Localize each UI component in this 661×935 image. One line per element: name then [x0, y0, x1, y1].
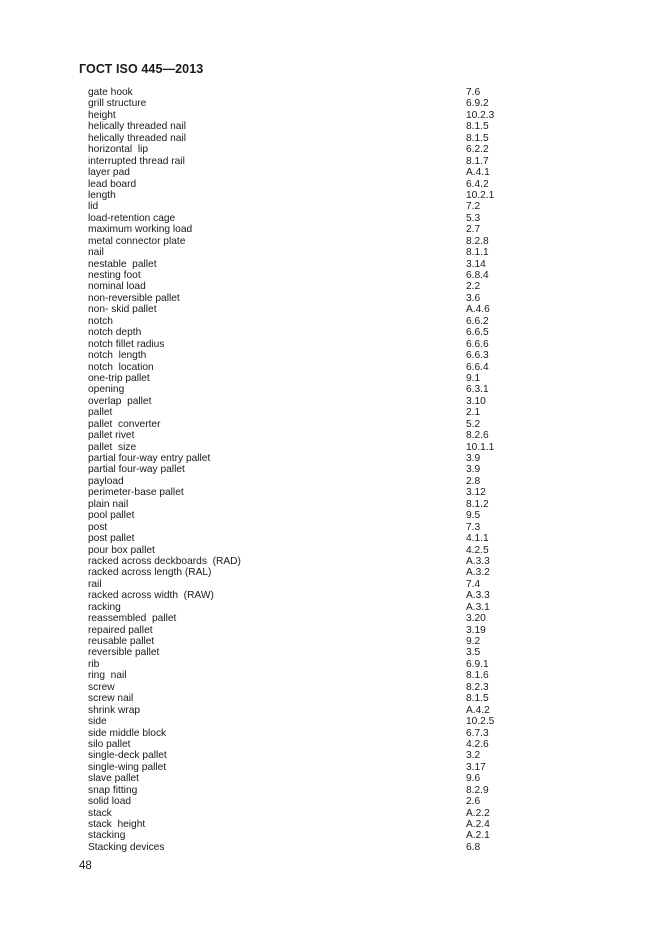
index-reference: A.2.4 — [466, 819, 490, 830]
index-entry — [88, 419, 518, 430]
index-term: pallet — [88, 407, 113, 419]
index-term: length — [88, 189, 116, 201]
index-entry — [88, 750, 518, 761]
index-entry — [88, 682, 518, 693]
index-term: nominal load — [88, 281, 146, 293]
index-entry — [88, 121, 518, 132]
index-reference: 8.1.5 — [466, 132, 489, 144]
index-entry — [88, 739, 518, 750]
index-term: side middle block — [88, 727, 167, 739]
index-reference: 8.1.5 — [466, 121, 489, 133]
index-term: non- skid pallet — [88, 304, 157, 316]
index-term: gate hook — [88, 87, 133, 98]
index-term: reassembled pallet — [88, 613, 177, 625]
index-reference: 3.10 — [466, 395, 486, 407]
index-reference: 10.2.3 — [466, 109, 495, 121]
index-term: racked across deckboards (RAD) — [88, 555, 241, 567]
index-term: interrupted thread rail — [88, 155, 185, 167]
index-reference: 8.1.1 — [466, 247, 489, 259]
index-term: pallet rivet — [88, 430, 135, 442]
index-entry — [88, 327, 518, 338]
index-entry — [88, 476, 518, 487]
index-term: snap fitting — [88, 784, 138, 796]
index-term: load-retention cage — [88, 212, 176, 224]
index-entry — [88, 659, 518, 670]
index-entry — [88, 430, 518, 441]
index-entry — [88, 762, 518, 773]
index-entry — [88, 179, 518, 190]
index-entry — [88, 133, 518, 144]
index-term: opening — [88, 384, 125, 396]
index-entry — [88, 579, 518, 590]
index-entry — [88, 339, 518, 350]
index-reference: 5.2 — [466, 418, 481, 430]
index-term: rib — [88, 658, 100, 670]
index-term: helically threaded nail — [88, 132, 186, 144]
index-term: nail — [88, 247, 104, 259]
index-reference: A.3.3 — [466, 590, 490, 602]
index-entry — [88, 590, 518, 601]
index-reference: 4.2.5 — [466, 544, 489, 556]
index-reference: 3.6 — [466, 292, 481, 304]
index-reference: A.3.1 — [466, 601, 490, 613]
index-term: ring nail — [88, 670, 127, 682]
index-term: racked across width (RAW) — [88, 590, 214, 602]
index-term: lead board — [88, 178, 137, 190]
index-entry — [88, 499, 518, 510]
index-entry — [88, 384, 518, 395]
index-entry — [88, 304, 518, 315]
index-entry — [88, 842, 518, 853]
index-entry — [88, 373, 518, 384]
index-term: grill structure — [88, 98, 147, 110]
index-term: metal connector plate — [88, 235, 186, 247]
index-term: notch length — [88, 350, 147, 362]
index-reference: 10.2.1 — [466, 189, 495, 201]
index-entry — [88, 213, 518, 224]
index-entry — [88, 487, 518, 498]
index-entry — [88, 728, 518, 739]
index-entry — [88, 110, 518, 121]
index-reference: 8.2.3 — [466, 681, 489, 693]
index-reference: 8.1.5 — [466, 693, 489, 705]
index-reference: A.4.2 — [466, 704, 490, 716]
index-reference: 6.9.2 — [466, 98, 489, 110]
index-reference: 2.1 — [466, 407, 481, 419]
index-term: pallet converter — [88, 418, 161, 430]
index-entry — [88, 556, 518, 567]
index-entry — [88, 510, 518, 521]
index-reference: A.2.1 — [466, 830, 490, 842]
index-entry — [88, 464, 518, 475]
index-reference: 3.17 — [466, 761, 486, 773]
index-entry — [88, 293, 518, 304]
index-term: notch fillet radius — [88, 338, 165, 350]
index-reference: 3.19 — [466, 624, 486, 636]
index-reference: 8.1.6 — [466, 670, 489, 682]
index-reference: 7.6 — [466, 87, 481, 98]
index-entry — [88, 533, 518, 544]
index-entry — [88, 144, 518, 155]
index-term: rail — [88, 578, 102, 590]
index-term: stacking — [88, 830, 126, 842]
index-reference: 6.3.1 — [466, 384, 489, 396]
index-reference: 6.2.2 — [466, 144, 489, 156]
index-reference: 2.2 — [466, 281, 481, 293]
index-term: solid load — [88, 796, 132, 808]
index-reference: 2.8 — [466, 475, 481, 487]
index-entry — [88, 87, 518, 98]
index-reference: 3.12 — [466, 487, 486, 499]
index-term: non-reversible pallet — [88, 292, 180, 304]
index-reference: 7.4 — [466, 578, 481, 590]
index-entry — [88, 190, 518, 201]
index-reference: 6.8.4 — [466, 270, 489, 281]
index-term: overlap pallet — [88, 395, 152, 407]
index-list — [88, 87, 518, 853]
index-term: payload — [88, 475, 124, 487]
index-reference: 4.1.1 — [466, 533, 489, 545]
index-reference: A.4.6 — [466, 304, 490, 316]
index-reference: 3.2 — [466, 750, 481, 762]
index-term: helically threaded nail — [88, 121, 186, 133]
index-reference: 6.7.3 — [466, 727, 489, 739]
index-term: side — [88, 716, 107, 728]
index-reference: 2.7 — [466, 224, 481, 236]
index-reference: 8.2.8 — [466, 235, 489, 247]
index-entry — [88, 247, 518, 258]
index-reference: 7.2 — [466, 201, 481, 213]
index-reference: 3.5 — [466, 647, 481, 659]
index-term: layer pad — [88, 167, 130, 179]
index-term: horizontal lip — [88, 144, 149, 156]
index-term: single-wing pallet — [88, 761, 167, 773]
index-entry — [88, 716, 518, 727]
index-term: lid — [88, 201, 99, 213]
index-term: Stacking devices — [88, 841, 165, 853]
index-reference: 3.9 — [466, 453, 481, 464]
index-term: single-deck pallet — [88, 750, 167, 762]
index-entry — [88, 830, 518, 841]
index-reference: 8.1.7 — [466, 155, 489, 167]
index-reference: 3.9 — [466, 464, 481, 476]
index-reference: 6.6.5 — [466, 327, 489, 339]
index-reference: A.3.3 — [466, 555, 490, 567]
index-reference: 8.2.9 — [466, 784, 489, 796]
index-entry — [88, 819, 518, 830]
index-reference: 9.5 — [466, 510, 481, 522]
index-entry — [88, 693, 518, 704]
index-term: pool pallet — [88, 510, 135, 522]
page-number: 48 — [79, 860, 92, 872]
index-reference: 10.1.1 — [466, 441, 495, 453]
index-term: notch location — [88, 361, 154, 373]
index-entry — [88, 522, 518, 533]
index-entry — [88, 567, 518, 578]
index-entry — [88, 625, 518, 636]
index-reference: 4.2.6 — [466, 738, 489, 750]
index-reference: 2.6 — [466, 796, 481, 808]
index-entry — [88, 785, 518, 796]
index-term: racking — [88, 601, 121, 613]
index-entry — [88, 281, 518, 292]
index-reference: 6.4.2 — [466, 178, 489, 190]
index-reference: 10.2.5 — [466, 716, 495, 728]
index-entry — [88, 636, 518, 647]
index-entry — [88, 396, 518, 407]
index-reference: 6.6.4 — [466, 361, 489, 373]
index-term: shrink wrap — [88, 704, 141, 716]
index-entry — [88, 796, 518, 807]
index-term: slave pallet — [88, 773, 139, 785]
index-reference: 6.9.1 — [466, 658, 489, 670]
index-reference: 9.2 — [466, 636, 481, 647]
index-entry — [88, 362, 518, 373]
index-term: perimeter-base pallet — [88, 487, 184, 499]
index-reference: 8.1.2 — [466, 498, 489, 510]
index-entry — [88, 259, 518, 270]
index-reference: 8.2.6 — [466, 430, 489, 442]
index-reference: 6.6.3 — [466, 350, 489, 362]
index-term: reusable pallet — [88, 636, 155, 647]
index-reference: 3.20 — [466, 613, 486, 625]
index-entry — [88, 705, 518, 716]
index-entry — [88, 236, 518, 247]
index-term: partial four-way pallet — [88, 464, 185, 476]
index-entry — [88, 350, 518, 361]
index-reference: 5.3 — [466, 212, 481, 224]
index-term: notch — [88, 315, 113, 327]
index-term: screw — [88, 681, 115, 693]
index-term: one-trip pallet — [88, 372, 150, 384]
index-term: plain nail — [88, 498, 129, 510]
document-header: ГОСТ ISO 445—2013 — [79, 62, 204, 76]
index-entry — [88, 167, 518, 178]
index-term: stack — [88, 807, 112, 819]
index-term: nesting foot — [88, 270, 141, 281]
index-entry — [88, 156, 518, 167]
index-term: racked across length (RAL) — [88, 567, 212, 579]
index-reference: 3.14 — [466, 258, 486, 270]
index-entry — [88, 647, 518, 658]
index-entry — [88, 270, 518, 281]
index-entry — [88, 98, 518, 109]
index-entry — [88, 224, 518, 235]
index-term: reversible pallet — [88, 647, 160, 659]
index-term: silo pallet — [88, 738, 131, 750]
index-reference: A.4.1 — [466, 167, 490, 179]
index-term: screw nail — [88, 693, 134, 705]
index-entry — [88, 613, 518, 624]
index-term: pour box pallet — [88, 544, 155, 556]
index-entry — [88, 670, 518, 681]
index-term: partial four-way entry pallet — [88, 453, 211, 464]
index-entry — [88, 442, 518, 453]
index-term: post pallet — [88, 533, 135, 545]
index-reference: A.2.2 — [466, 807, 490, 819]
index-term: post — [88, 521, 108, 533]
index-reference: 6.8 — [466, 841, 481, 853]
index-entry — [88, 602, 518, 613]
index-entry — [88, 453, 518, 464]
index-term: pallet size — [88, 441, 137, 453]
index-reference: A.3.2 — [466, 567, 490, 579]
index-term: stack height — [88, 819, 146, 830]
index-term: maximum working load — [88, 224, 193, 236]
index-term: height — [88, 109, 116, 121]
index-reference: 6.6.6 — [466, 338, 489, 350]
index-entry — [88, 316, 518, 327]
index-entry — [88, 407, 518, 418]
index-reference: 9.6 — [466, 773, 481, 785]
index-reference: 9.1 — [466, 372, 481, 384]
index-entry — [88, 545, 518, 556]
index-entry — [88, 773, 518, 784]
index-reference: 7.3 — [466, 521, 481, 533]
index-entry — [88, 201, 518, 212]
index-term: nestable pallet — [88, 258, 157, 270]
index-entry — [88, 808, 518, 819]
index-term: notch depth — [88, 327, 142, 339]
index-term: repaired pallet — [88, 624, 153, 636]
index-reference: 6.6.2 — [466, 315, 489, 327]
